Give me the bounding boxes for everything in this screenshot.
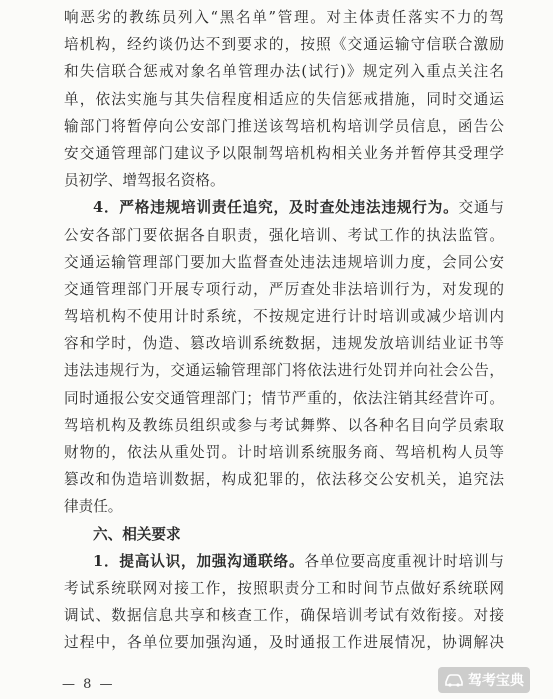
text-line: 响恶劣的教练员列入“黑名单”管理。对主体责任落实不力的驾 xyxy=(64,9,504,26)
text-line: 驾培机构及教练员组织或参与考试舞弊、以各种名目向学员索取 xyxy=(64,416,504,434)
section-4-heading-tail: 交通与 xyxy=(458,199,504,217)
text-line: 员初学、增驾报名资格。 xyxy=(64,172,225,190)
document-body xyxy=(64,4,504,657)
watermark-text: 驾考宝典 xyxy=(468,673,524,689)
section-6-item-1-line xyxy=(64,548,504,575)
section-6-item-1-heading: 1．提高认识，加强沟通联络。 xyxy=(93,552,305,570)
section-4-heading-line xyxy=(64,194,504,221)
text-line: 违法违规行为，交通运输管理部门将依法进行处罚并向社会公告， xyxy=(64,362,504,380)
text-line: 公安各部门要依据各自职责，强化培训、考试工作的执法监管。 xyxy=(64,226,504,244)
text-line: 考试系统联网对接工作，按照职责分工和时间节点做好系统联网 xyxy=(64,579,504,597)
text-line: 和失信联合惩戒对象名单管理办法(试行)》规定列入重点关注名 xyxy=(64,63,504,81)
text-line: 篡改和伪造培训数据，构成犯罪的，依法移交公安机关，追究法 xyxy=(64,471,504,489)
text-line: 同时通报公安交通管理部门；情节严重的，依法注销其经营许可。 xyxy=(64,389,504,407)
text-line: 输部门将暂停向公安部门推送该驾培机构培训学员信息，函告公 xyxy=(64,117,504,135)
text-line: 交通管理部门开展专项行动，严厉查处非法培训行为，对发现的 xyxy=(64,280,504,298)
page-number: — 8 — xyxy=(62,677,115,692)
car-icon xyxy=(444,673,464,687)
text-line: 容和学时，伪造、篡改培训系统数据，违规发放培训结业证书等 xyxy=(64,335,504,353)
text-line: 过程中，各单位要加强沟通，及时通报工作进展情况，协调解决 xyxy=(64,634,504,652)
watermark-logo xyxy=(438,667,530,693)
section-4-heading: 4．严格违规培训责任追究，及时查处违法违规行为。 xyxy=(93,199,459,217)
text-line: 安交通管理部门建议予以限制驾培机构相关业务并暂停其受理学 xyxy=(64,144,504,162)
text-line: 交通运输管理部门要加大监督查处违法违规培训力度，会同公安 xyxy=(64,253,504,271)
section-6-heading: 六、相关要求 xyxy=(93,525,181,543)
section-6-item-1-tail: 各单位要高度重视计时培训与 xyxy=(304,552,504,570)
text-line: 律责任。 xyxy=(64,498,123,516)
text-line: 单，依法实施与其失信程度相适应的失信惩戒措施，同时交通运 xyxy=(64,90,504,108)
text-line: 调试、数据信息共享和核查工作，确保培训考试有效衔接。对接 xyxy=(64,607,504,625)
text-line: 培机构，经约谈仍达不到要求的，按照《交通运输守信联合激励 xyxy=(64,36,504,54)
text-line: 驾培机构不使用计时系统，不按规定进行计时培训或减少培训内 xyxy=(64,308,504,326)
text-line: 财物的，依法从重处罚。计时培训系统服务商、驾培机构人员等 xyxy=(64,444,504,461)
